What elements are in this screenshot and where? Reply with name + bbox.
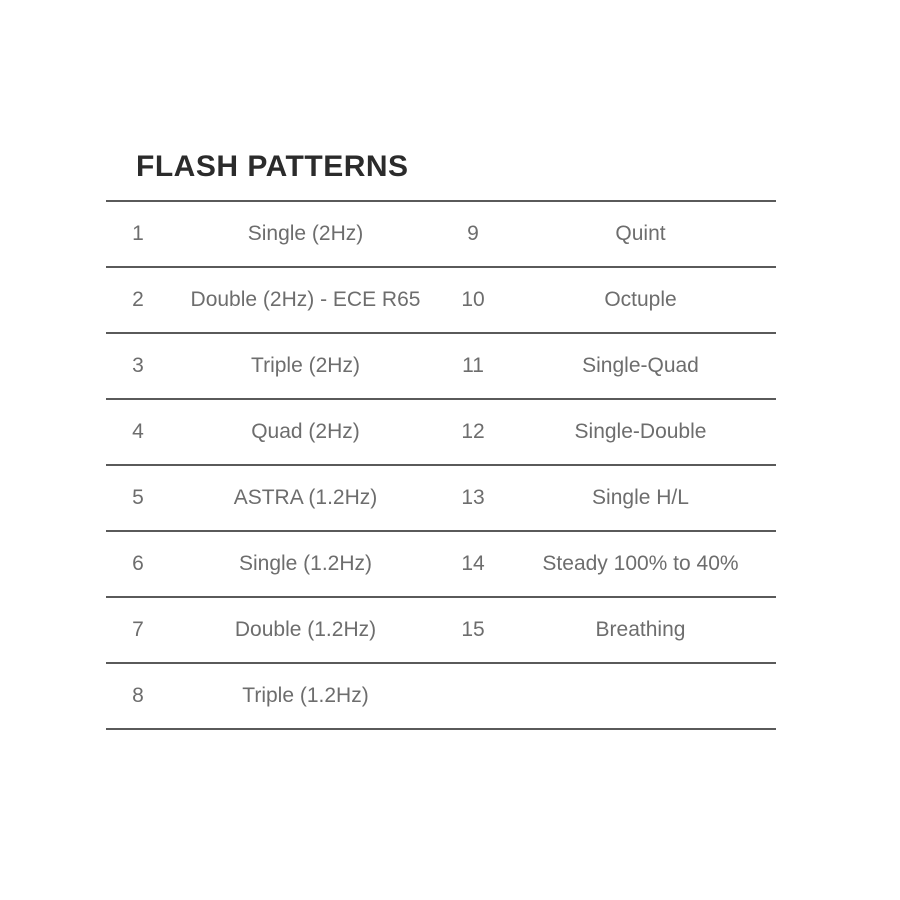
pattern-label: Quint (615, 222, 666, 245)
pattern-label: Single (1.2Hz) (238, 552, 373, 575)
page-title: FLASH PATTERNS (136, 150, 409, 183)
pattern-label: Triple (2Hz) (251, 354, 360, 377)
table-row (106, 663, 776, 729)
pattern-label: Breathing (595, 618, 686, 641)
pattern-number: 14 (461, 552, 485, 575)
pattern-number: 3 (132, 354, 144, 377)
pattern-label: Single-Double (574, 420, 707, 443)
pattern-number: 4 (132, 420, 144, 443)
table-row (106, 201, 776, 267)
pattern-number: 8 (132, 684, 144, 707)
pattern-label: Single H/L (592, 486, 689, 509)
pattern-label: Quad (2Hz) (251, 420, 360, 443)
table-row (106, 465, 776, 531)
flash-patterns-panel (106, 150, 768, 730)
pattern-number: 1 (132, 222, 144, 245)
pattern-label: Double (1.2Hz) (234, 618, 377, 641)
pattern-number: 11 (462, 354, 484, 377)
pattern-label: Single-Quad (582, 354, 699, 377)
pattern-number (441, 663, 505, 729)
table-row (106, 333, 776, 399)
pattern-number: 7 (132, 618, 144, 641)
pattern-label (505, 663, 776, 729)
pattern-label: Single (2Hz) (247, 222, 364, 245)
pattern-number: 5 (132, 486, 144, 509)
table-row (106, 597, 776, 663)
pattern-number: 9 (467, 222, 479, 245)
table-row (106, 399, 776, 465)
pattern-label: Triple (1.2Hz) (242, 684, 369, 707)
pattern-label: ASTRA (1.2Hz) (233, 486, 378, 509)
pattern-number: 15 (461, 618, 485, 641)
pattern-number: 13 (461, 486, 485, 509)
table-row (106, 531, 776, 597)
pattern-number: 2 (132, 288, 144, 311)
table-row (106, 267, 776, 333)
pattern-number: 10 (461, 288, 485, 311)
pattern-label: Octuple (604, 288, 677, 311)
flash-patterns-table (106, 200, 776, 730)
pattern-number: 6 (132, 552, 144, 575)
pattern-label: Double (2Hz) - ECE R65 (190, 288, 421, 311)
pattern-label: Steady 100% to 40% (542, 552, 739, 575)
pattern-number: 12 (461, 420, 485, 443)
